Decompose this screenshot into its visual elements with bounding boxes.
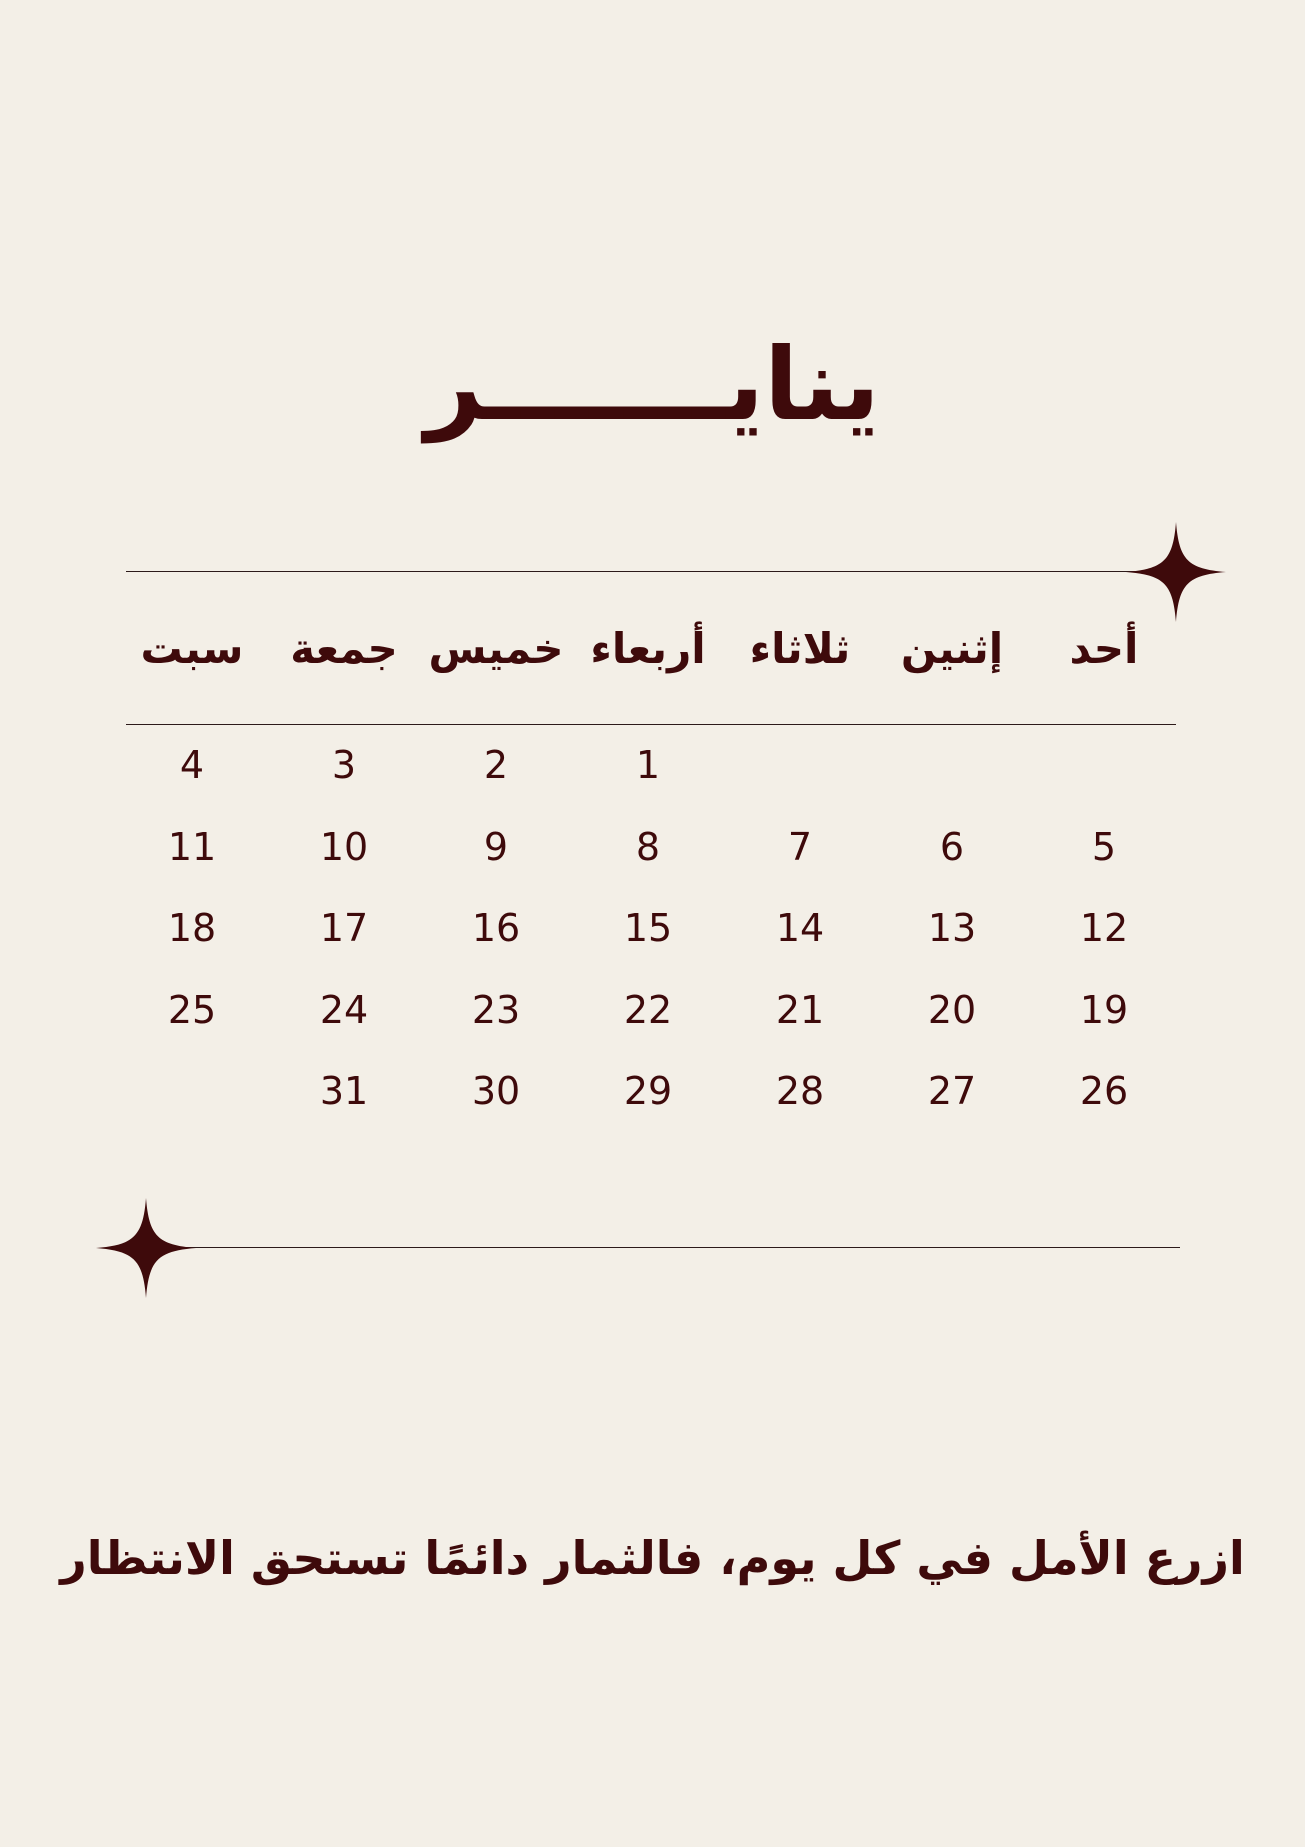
day-cell: 29 (623, 1069, 673, 1113)
month-title: ينايـــــــر (425, 326, 880, 443)
day-cell: 23 (471, 987, 521, 1032)
day-cell (724, 740, 876, 822)
top-divider (126, 571, 1176, 572)
day-cell: 11 (167, 824, 217, 869)
weekday-monday: إثنين (900, 624, 1004, 673)
bottom-divider (148, 1247, 1180, 1248)
day-cell: 10 (319, 824, 369, 869)
day-cell: 12 (1079, 906, 1129, 950)
day-cell: 18 (167, 906, 217, 950)
day-cell: 4 (179, 743, 205, 787)
day-cell: 25 (167, 987, 217, 1032)
calendar-grid (116, 740, 1180, 1148)
day-cell: 21 (775, 987, 825, 1032)
day-cell (876, 740, 1028, 822)
day-cell: 2 (483, 743, 509, 787)
weekday-saturday: سبت (140, 624, 244, 673)
day-cell: 22 (623, 987, 673, 1032)
day-cell: 13 (927, 906, 977, 950)
day-cell: 9 (483, 824, 509, 869)
day-cell: 17 (319, 906, 369, 950)
day-cell: 31 (319, 1069, 369, 1113)
day-cell: 16 (471, 906, 521, 950)
day-cell: 14 (775, 906, 825, 950)
day-cell: 20 (927, 987, 977, 1032)
day-cell: 15 (623, 906, 673, 950)
weekday-friday: جمعة (290, 624, 398, 673)
day-cell: 26 (1079, 1069, 1129, 1113)
motivational-quote: ازرع الأمل في كل يوم، فالثمار دائمًا تستحق الانتظار (60, 1531, 1245, 1585)
day-cell: 19 (1079, 987, 1129, 1032)
day-cell: 27 (927, 1069, 977, 1113)
day-cell: 6 (939, 824, 965, 869)
day-cell: 1 (635, 743, 661, 787)
day-cell (116, 1066, 268, 1148)
day-cell: 5 (1091, 824, 1117, 869)
day-cell: 28 (775, 1069, 825, 1113)
day-cell: 8 (635, 824, 661, 869)
sparkle-icon (1126, 522, 1226, 622)
sparkle-icon (96, 1198, 196, 1298)
day-cell (1028, 740, 1180, 822)
day-cell: 3 (331, 743, 357, 787)
header-divider (126, 724, 1176, 725)
weekday-thursday: خميس (428, 624, 564, 673)
day-cell: 30 (471, 1069, 521, 1113)
weekday-tuesday: ثلاثاء (749, 624, 851, 673)
day-cell: 24 (319, 987, 369, 1032)
day-cell: 7 (787, 824, 813, 869)
weekday-wednesday: أربعاء (590, 624, 706, 673)
weekday-header (116, 620, 1180, 678)
weekday-sunday: أحد (1069, 624, 1139, 673)
